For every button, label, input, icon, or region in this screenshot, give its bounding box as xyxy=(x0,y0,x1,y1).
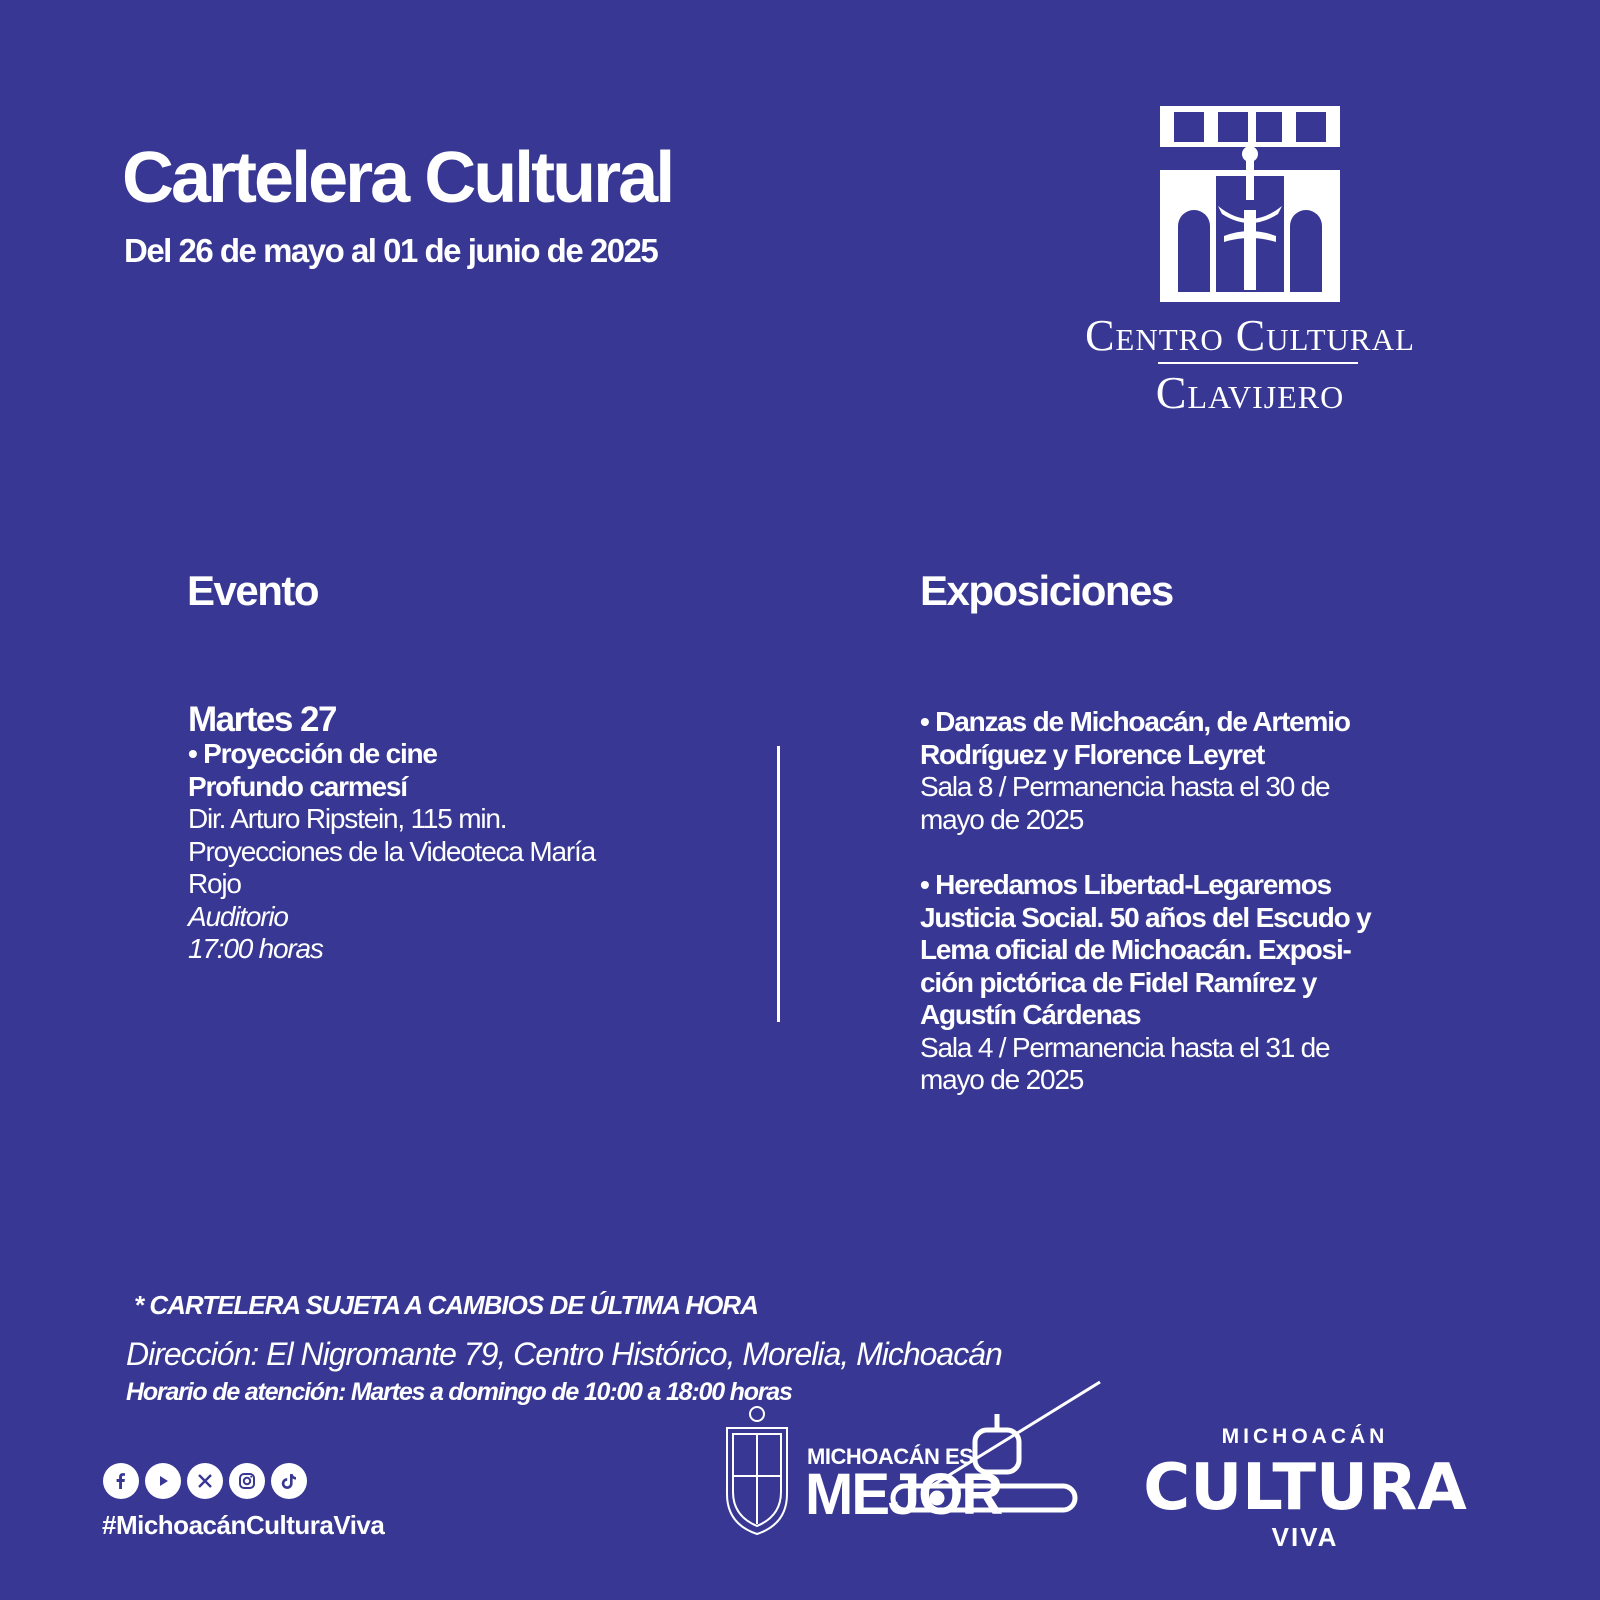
address: Dirección: El Nigromante 79, Centro Histórico, Morelia, Michoacán xyxy=(126,1336,1002,1372)
instagram-icon[interactable] xyxy=(229,1463,265,1499)
fountain-arcade-icon xyxy=(1158,106,1342,306)
cultura-logo-main-text: CULTURA xyxy=(1143,1451,1467,1525)
evento-heading: Evento xyxy=(187,567,319,614)
page-title: Cartelera Cultural xyxy=(122,138,673,218)
facebook-icon[interactable] xyxy=(103,1463,139,1499)
event-category: • Proyección de cine xyxy=(188,738,437,769)
event-director: Dir. Arturo Ripstein, 115 min. xyxy=(188,803,507,834)
michoacan-cultura-viva-logo xyxy=(1140,1422,1480,1552)
youtube-icon[interactable] xyxy=(145,1463,181,1499)
event-venue: Auditorio xyxy=(188,900,288,932)
exhibition-title-line: Rodríguez y Florence Leyret xyxy=(920,738,1265,770)
exhibition-detail-line: mayo de 2025 xyxy=(920,803,1084,835)
logo-text-centro-cultural: Centro Cultural xyxy=(1085,311,1415,360)
exhibition-title-line: Agustín Cárdenas xyxy=(920,999,1141,1030)
event-film-title: Profundo carmesí xyxy=(188,770,407,802)
exposiciones-heading: Exposiciones xyxy=(920,567,1173,614)
cultura-logo-top-text: MICHOACÁN xyxy=(1221,1425,1389,1448)
clavijero-logo xyxy=(1040,100,1460,430)
column-divider xyxy=(777,746,780,1022)
event-source-line2: Rojo xyxy=(188,868,241,899)
exhibition-title-line: Justicia Social. 50 años del Escudo y xyxy=(920,901,1371,933)
schedule-notice: * CARTELERA SUJETA A CAMBIOS DE ÚLTIMA HORA xyxy=(134,1290,758,1320)
exhibition-item xyxy=(920,706,1420,836)
tiktok-icon[interactable] xyxy=(271,1463,307,1499)
michoacan-es-text: MICHOACÁN ES xyxy=(807,1444,974,1469)
exhibition-title-line: • Heredamos Libertad-Legaremos xyxy=(920,869,1332,900)
mejor-text: MEJOR xyxy=(805,1462,1002,1527)
michoacan-es-mejor-logo xyxy=(725,1376,1115,1546)
exhibition-item xyxy=(920,869,1420,1097)
exhibition-detail-line: Sala 8 / Permanencia hasta el 30 de xyxy=(920,771,1330,802)
exhibition-detail-line: mayo de 2025 xyxy=(920,1064,1084,1095)
date-range: Del 26 de mayo al 01 de junio de 2025 xyxy=(124,232,658,269)
exhibition-title-line: Lema oficial de Michoacán. Exposi- xyxy=(920,934,1351,965)
exhibition-title-line: ción pictórica de Fidel Ramírez y xyxy=(920,966,1317,998)
logo-divider xyxy=(1158,362,1358,364)
evento-column xyxy=(188,702,728,966)
social-icons xyxy=(103,1463,307,1499)
x-icon[interactable] xyxy=(187,1463,223,1499)
event-source-line1: Proyecciones de la Videoteca María xyxy=(188,835,595,867)
coat-of-arms-icon xyxy=(727,1407,787,1534)
exhibition-title-line: • Danzas de Michoacán, de Artemio xyxy=(920,706,1350,737)
exhibition-detail-line: Sala 4 / Permanencia hasta el 31 de xyxy=(920,1031,1330,1063)
exposiciones-column xyxy=(920,706,1420,1097)
spacer xyxy=(920,836,1420,869)
cultura-logo-bottom-text: VIVA xyxy=(1271,1522,1339,1552)
opening-hours: Horario de atención: Martes a domingo de 10:00 a 18:00 horas xyxy=(126,1378,792,1406)
event-day: Martes 27 xyxy=(188,700,336,739)
logo-text-clavijero: Clavijero xyxy=(1155,367,1345,418)
hashtag: #MichoacánCulturaViva xyxy=(102,1510,385,1540)
event-time: 17:00 horas xyxy=(188,933,323,964)
